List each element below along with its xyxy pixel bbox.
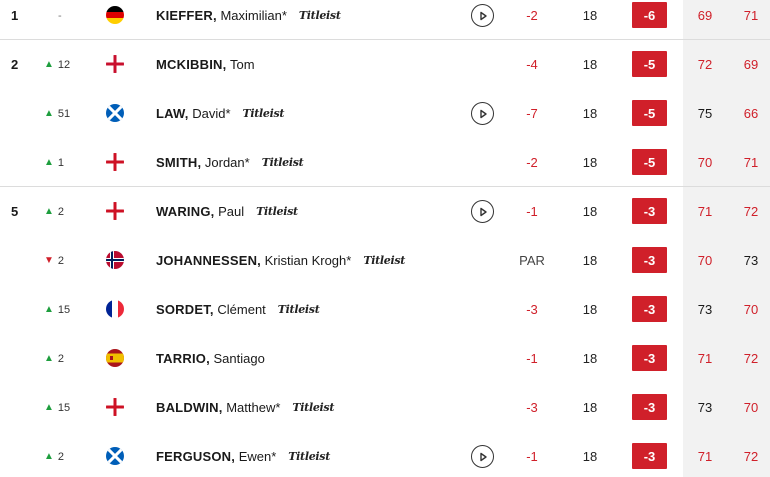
player-surname: FERGUSON,	[156, 449, 236, 464]
total-score-badge: -5	[632, 100, 667, 126]
today-score: PAR	[519, 253, 545, 268]
round-1-score: 73	[697, 400, 713, 415]
position-movement: ▲ 15	[44, 401, 71, 414]
player-given-name: Maximilian*	[220, 8, 287, 23]
total-score-badge: -6	[632, 2, 667, 28]
play-video-button[interactable]	[471, 445, 494, 468]
today-score: -2	[526, 8, 538, 23]
position	[11, 236, 31, 285]
round-1-score: 70	[697, 253, 713, 268]
sponsor-logo: Titleist	[242, 107, 285, 120]
position	[11, 138, 31, 187]
player-given-name: Clément	[217, 302, 266, 317]
movement-up-icon: ▲	[44, 59, 54, 70]
movement-up-icon: ▲	[44, 353, 54, 364]
player-surname: MCKIBBIN,	[156, 57, 227, 72]
player-name[interactable]	[156, 285, 319, 334]
player-name[interactable]	[156, 0, 341, 40]
round-2-score: 70	[743, 302, 759, 317]
scotland-flag-icon	[106, 104, 124, 122]
position: 5	[11, 204, 19, 219]
player-name[interactable]	[156, 432, 330, 477]
england-flag-icon	[106, 153, 124, 171]
play-video-button[interactable]	[471, 200, 494, 223]
holes-thru: 18	[582, 204, 598, 219]
today-score: -1	[526, 351, 538, 366]
total-score-badge: -3	[632, 296, 667, 322]
player-name[interactable]	[156, 138, 303, 187]
position-movement: ▲ 15	[44, 303, 71, 316]
round-2-score: 72	[743, 351, 759, 366]
position-movement: ▲ 2	[44, 450, 65, 463]
position: 1	[11, 8, 19, 23]
position	[11, 383, 31, 432]
sponsor-logo: Titleist	[277, 303, 320, 316]
position-movement: ▲ 2	[44, 352, 65, 365]
player-surname: KIEFFER,	[156, 8, 217, 23]
table-row[interactable]	[0, 0, 770, 40]
player-given-name: Kristian Krogh*	[264, 253, 352, 268]
round-2-score: 66	[743, 106, 759, 121]
position	[11, 285, 31, 334]
round-1-score: 71	[697, 204, 713, 219]
holes-thru: 18	[582, 8, 598, 23]
position-movement: ▲ 51	[44, 107, 71, 120]
round-1-score: 73	[697, 302, 713, 317]
position	[11, 89, 31, 138]
player-surname: WARING,	[156, 204, 215, 219]
sponsor-logo: Titleist	[261, 156, 304, 169]
player-given-name: David*	[192, 106, 231, 121]
round-1-score: 75	[697, 106, 713, 121]
player-name[interactable]	[156, 187, 298, 236]
player-surname: SMITH,	[156, 155, 202, 170]
position	[11, 334, 31, 383]
movement-up-icon: ▲	[44, 157, 54, 168]
holes-thru: 18	[582, 400, 598, 415]
movement-up-icon: ▲	[44, 451, 54, 462]
round-2-score: 71	[743, 8, 759, 23]
today-score: -2	[526, 155, 538, 170]
today-score: -3	[526, 302, 538, 317]
total-score-badge: -3	[632, 198, 667, 224]
total-score-badge: -3	[632, 247, 667, 273]
player-given-name: Jordan*	[204, 155, 250, 170]
play-icon	[478, 452, 488, 462]
player-surname: TARRIO,	[156, 351, 210, 366]
holes-thru: 18	[582, 106, 598, 121]
table-row[interactable]	[0, 236, 770, 285]
position-movement: ▲ 12	[44, 58, 71, 71]
round-2-score: 72	[743, 449, 759, 464]
total-score-badge: -3	[632, 345, 667, 371]
round-2-score: 70	[743, 400, 759, 415]
sponsor-logo: Titleist	[288, 450, 330, 463]
holes-thru: 18	[582, 351, 598, 366]
today-score: -1	[526, 204, 538, 219]
player-surname: JOHANNESSEN,	[156, 253, 261, 268]
sponsor-logo: Titleist	[292, 401, 335, 414]
player-name[interactable]	[156, 89, 284, 138]
england-flag-icon	[106, 398, 124, 416]
today-score: -1	[526, 449, 538, 464]
player-surname: BALDWIN,	[156, 400, 223, 415]
play-icon	[478, 207, 488, 217]
table-row[interactable]	[0, 138, 770, 187]
position: 2	[11, 57, 19, 72]
table-row[interactable]	[0, 285, 770, 334]
player-given-name: Matthew*	[226, 400, 281, 415]
table-row[interactable]	[0, 40, 770, 89]
round-1-score: 71	[697, 449, 713, 464]
england-flag-icon	[106, 202, 124, 220]
table-row[interactable]	[0, 383, 770, 432]
player-given-name: Ewen*	[238, 449, 277, 464]
total-score-badge: -5	[632, 51, 667, 77]
table-row[interactable]	[0, 432, 770, 477]
sponsor-logo: Titleist	[298, 9, 341, 22]
round-2-score: 72	[743, 204, 759, 219]
player-given-name: Santiago	[213, 351, 265, 366]
spain-flag-icon	[106, 349, 124, 367]
round-2-score: 73	[743, 253, 759, 268]
player-given-name: Paul	[218, 204, 245, 219]
position-movement: ▼ 2	[44, 254, 65, 267]
round-1-score: 70	[697, 155, 713, 170]
today-score: -4	[526, 57, 538, 72]
total-score-badge: -3	[632, 443, 667, 469]
today-score: -7	[526, 106, 538, 121]
movement-down-icon: ▼	[44, 255, 54, 266]
round-1-score: 69	[697, 8, 713, 23]
holes-thru: 18	[582, 253, 598, 268]
holes-thru: 18	[582, 57, 598, 72]
round-1-score: 72	[697, 57, 713, 72]
play-icon	[478, 11, 488, 21]
total-score-badge: -3	[632, 394, 667, 420]
france-flag-icon	[106, 300, 124, 318]
sponsor-logo: Titleist	[256, 205, 298, 218]
player-name[interactable]	[156, 236, 405, 285]
player-surname: SORDET,	[156, 302, 214, 317]
player-name[interactable]	[156, 383, 334, 432]
round-2-score: 71	[743, 155, 759, 170]
holes-thru: 18	[582, 449, 598, 464]
table-row[interactable]	[0, 334, 770, 383]
germany-flag-icon	[106, 6, 124, 24]
sponsor-logo: Titleist	[363, 254, 406, 267]
player-name[interactable]	[156, 40, 255, 89]
movement-up-icon: ▲	[44, 304, 54, 315]
table-row[interactable]	[0, 89, 770, 138]
play-video-button[interactable]	[471, 4, 494, 27]
position-movement: ▲ 2	[44, 205, 65, 218]
position	[11, 432, 31, 477]
total-score-badge: -5	[632, 149, 667, 175]
holes-thru: 18	[582, 302, 598, 317]
player-surname: LAW,	[156, 106, 189, 121]
position-movement: ▲ 1	[44, 156, 65, 169]
norway-flag-icon	[106, 251, 124, 269]
movement-up-icon: ▲	[44, 108, 54, 119]
table-row[interactable]	[0, 187, 770, 236]
scotland-flag-icon	[106, 447, 124, 465]
northern-ireland-flag-icon	[106, 55, 124, 73]
movement-up-icon: ▲	[44, 206, 54, 217]
today-score: -3	[526, 400, 538, 415]
holes-thru: 18	[582, 155, 598, 170]
play-icon	[478, 109, 488, 119]
round-1-score: 71	[697, 351, 713, 366]
round-2-score: 69	[743, 57, 759, 72]
position-movement: -	[58, 9, 62, 22]
player-name[interactable]	[156, 334, 265, 383]
movement-up-icon: ▲	[44, 402, 54, 413]
play-video-button[interactable]	[471, 102, 494, 125]
player-given-name: Tom	[230, 57, 255, 72]
